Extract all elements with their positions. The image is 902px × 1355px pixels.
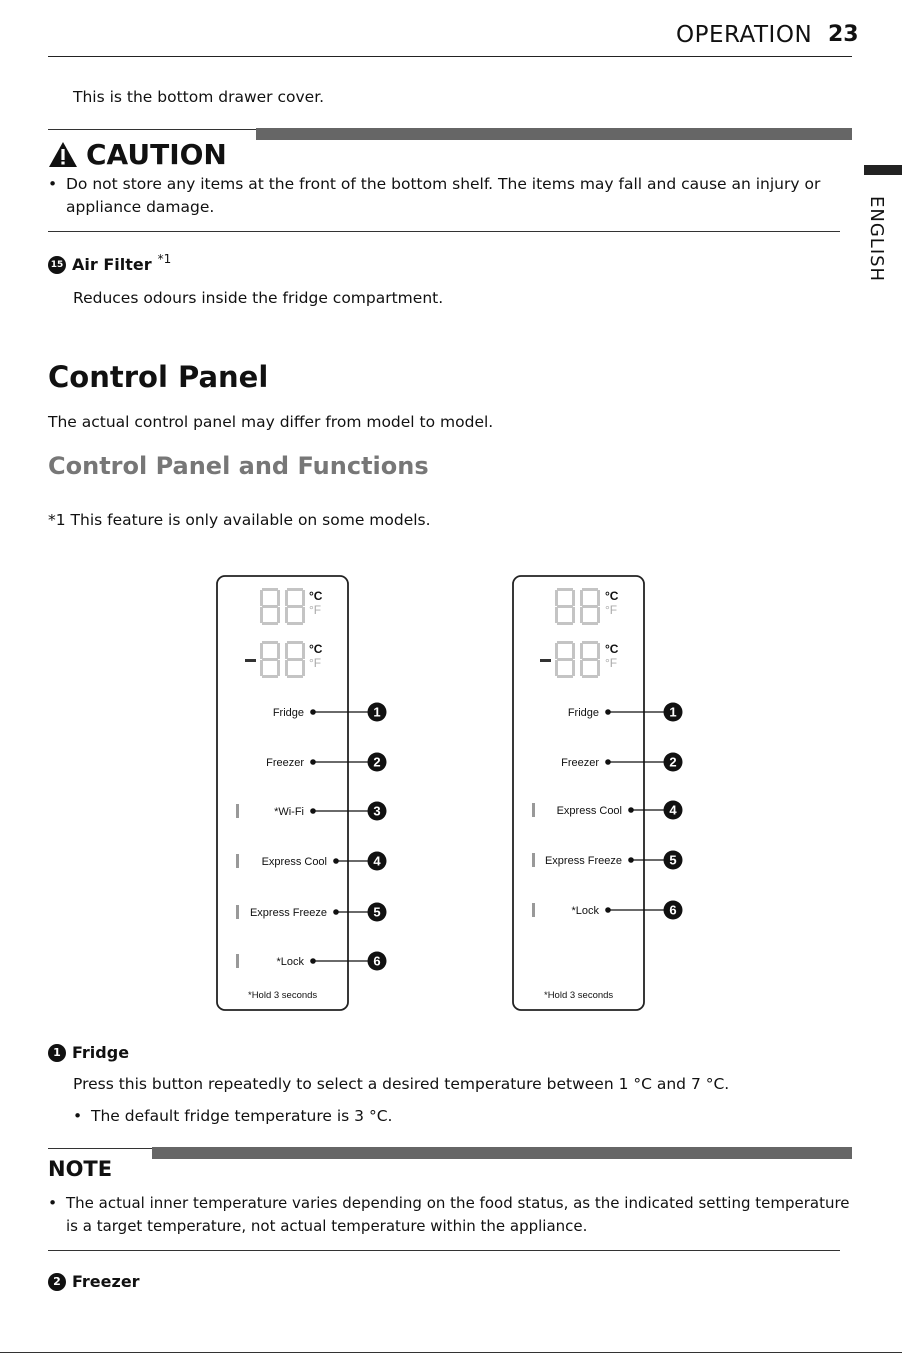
indicator-bar [236, 905, 239, 919]
fridge-bullet [73, 1105, 392, 1128]
air-filter-footnote-mark: *1 [157, 251, 172, 266]
fridge-title: Fridge [72, 1043, 130, 1062]
indicator-bar [532, 853, 535, 867]
display-segments-bottom [260, 641, 305, 678]
button-label: *Lock [571, 905, 599, 917]
side-language-label: ENGLISH [866, 196, 887, 283]
display-minus-sign [540, 659, 551, 662]
callout-number: 2 [669, 754, 677, 770]
unit-celsius-bottom: °C [605, 642, 619, 656]
button-label: *Lock [276, 956, 304, 968]
panel-button-fridge [568, 703, 683, 722]
unit-fahrenheit-top: °F [309, 603, 322, 617]
footnote-text: *1 This feature is only available on some models. [48, 511, 431, 529]
callout-number: 3 [373, 803, 381, 819]
indicator-bar [236, 954, 239, 968]
panel-button-wifi [236, 802, 387, 821]
display-segments-bottom [555, 641, 600, 678]
note-bullet [48, 1192, 852, 1238]
unit-celsius-top: °C [605, 589, 619, 603]
fridge-desc: Press this button repeatedly to select a desired temperature between 1 °C and 7 °C. [73, 1075, 730, 1093]
panel-button-expresscool [532, 801, 683, 820]
callout-number: 5 [669, 852, 677, 868]
control-panel-title: Control Panel [48, 360, 269, 394]
control-panel-desc: The actual control panel may differ from model to model. [48, 413, 494, 431]
button-label: Fridge [272, 707, 304, 719]
hold-note: *Hold 3 seconds [544, 990, 614, 1001]
freezer-title: Freezer [72, 1272, 140, 1291]
callout-number: 2 [373, 754, 381, 770]
bullet-marker: • [73, 1107, 83, 1125]
indicator-bar [236, 854, 239, 868]
button-label: Express Freeze [544, 855, 622, 867]
unit-fahrenheit-bottom: °F [309, 656, 322, 670]
callout-number: 6 [669, 902, 677, 918]
note-bullet-text: The actual inner temperature varies depending on the food status, as the indicated setting temperature is a target temperature, not actual temperature within the appliance. [66, 1194, 850, 1235]
display-segments-top [260, 588, 305, 625]
display-segments-top [555, 588, 600, 625]
note-title: NOTE [48, 1157, 113, 1181]
indicator-bar [236, 804, 239, 818]
number-badge: 2 [48, 1273, 66, 1291]
header-title: OPERATION [676, 22, 813, 48]
button-label: Freezer [561, 757, 599, 769]
panel-button-lock [236, 952, 387, 971]
panel-button-fridge [273, 703, 387, 722]
button-label: Express Cool [261, 856, 327, 868]
panel-frame [217, 576, 348, 1010]
page-number: 23 [828, 22, 859, 47]
panel-button-expresscool [236, 852, 387, 871]
unit-fahrenheit-top: °F [605, 603, 618, 617]
hold-note: *Hold 3 seconds [248, 990, 318, 1001]
right-panel [513, 576, 683, 1010]
button-label: Fridge [567, 707, 599, 719]
fridge-heading [48, 1043, 129, 1062]
unit-celsius-bottom: °C [309, 642, 323, 656]
air-filter-desc: Reduces odours inside the fridge compartment. [73, 289, 444, 307]
panel-button-lock [532, 901, 683, 920]
number-badge: 1 [48, 1044, 66, 1062]
indicator-bar [532, 803, 535, 817]
bullet-marker: • [48, 175, 58, 193]
intro-text: This is the bottom drawer cover. [73, 88, 325, 106]
indicator-bar [532, 903, 535, 917]
button-label: Express Freeze [249, 907, 327, 919]
note-accent-bar [152, 1147, 852, 1159]
freezer-heading [48, 1272, 140, 1291]
callout-number: 4 [669, 802, 677, 818]
panel-button-expressfreeze [532, 851, 683, 870]
bullet-marker: • [48, 1194, 58, 1212]
unit-celsius-top: °C [309, 589, 323, 603]
panel-button-expressfreeze [236, 903, 387, 922]
callout-number: 5 [373, 904, 381, 920]
callout-number: 4 [373, 853, 381, 869]
note-bottom-rule [48, 1250, 840, 1251]
fridge-bullet-text: The default fridge temperature is 3 °C. [91, 1107, 393, 1125]
left-panel [217, 576, 387, 1010]
callout-number: 1 [373, 704, 381, 720]
air-filter-title: Air Filter [72, 255, 152, 274]
control-panel-subtitle: Control Panel and Functions [48, 452, 429, 480]
display-minus-sign [245, 659, 256, 662]
footer-divider [0, 1352, 902, 1353]
caution-title: CAUTION [86, 138, 227, 171]
callout-number: 1 [669, 704, 677, 720]
panel-button-freezer [266, 753, 386, 772]
button-label: Express Cool [556, 805, 622, 817]
number-badge: 15 [48, 256, 66, 274]
caution-bullet-text: Do not store any items at the front of the bottom shelf. The items may fall and cause an injury or appliance damage. [66, 175, 821, 216]
note-top-rule [48, 1148, 152, 1149]
button-label: *Wi-Fi [274, 806, 304, 818]
panel-button-freezer [561, 753, 682, 772]
callout-number: 6 [373, 953, 381, 969]
unit-fahrenheit-bottom: °F [605, 656, 618, 670]
panel-frame [513, 576, 644, 1010]
button-label: Freezer [266, 757, 304, 769]
